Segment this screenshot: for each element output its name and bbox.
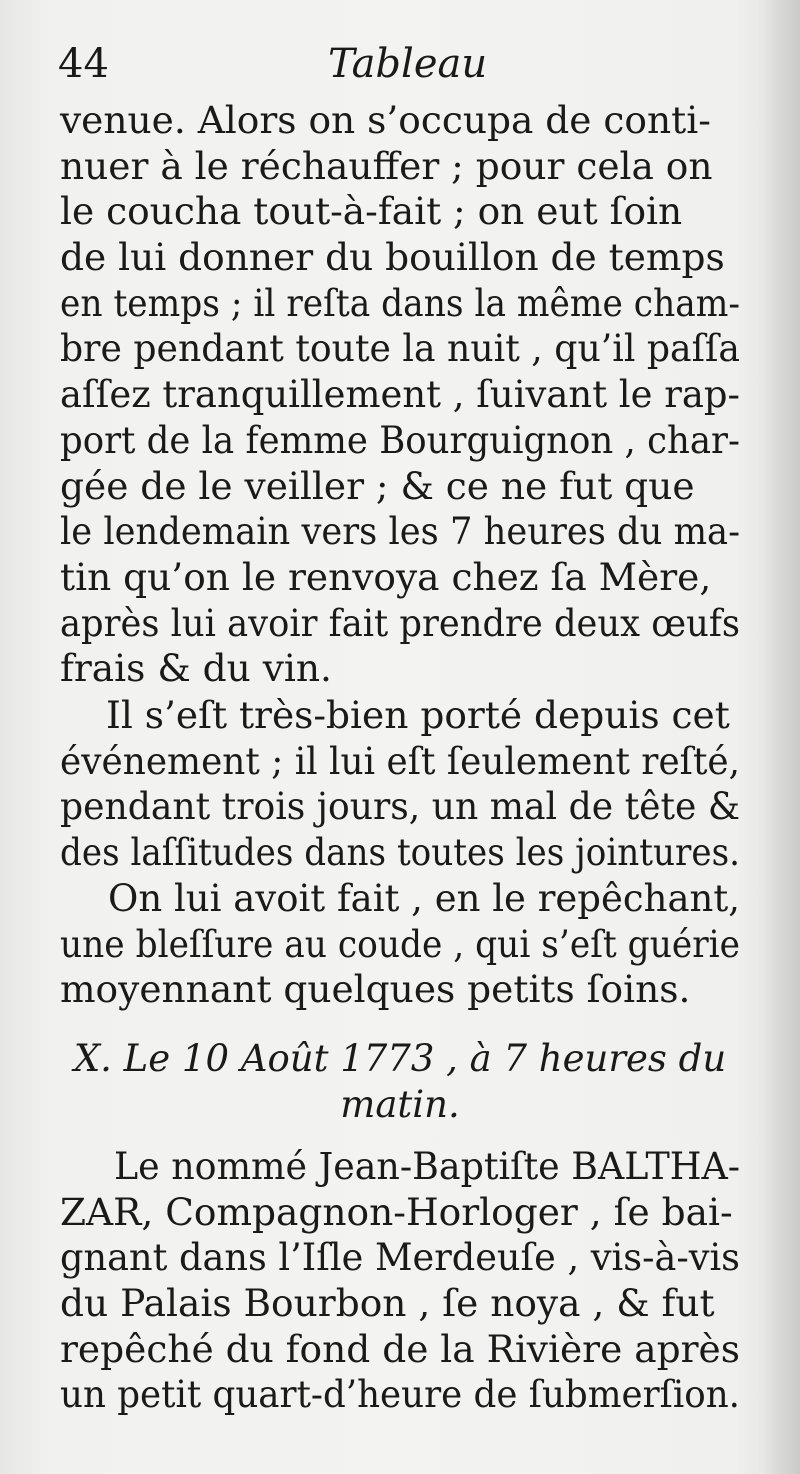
heading-line-2: matin.	[340, 1083, 460, 1126]
text-line: bre pendant toute la nuit , qu’il paſſa	[60, 326, 740, 371]
text-line: de lui donner du bouillon de temps	[60, 235, 725, 280]
running-title: Tableau	[328, 41, 488, 87]
text-line: le coucha tout-à-fait ; on eut ſoin	[60, 189, 683, 234]
text-line: venue. Alors on s’occupa de conti-	[60, 98, 711, 142]
page-edge-shadow	[762, 0, 800, 1474]
heading-line-1: X. Le 10 Août 1773 , à 7 heures du	[73, 1037, 727, 1080]
page-header	[58, 38, 748, 90]
text-line: gée de le veiller ; & ce ne fut que	[60, 463, 695, 508]
text-line: aſſez tranquillement , ſuivant le rap-	[60, 372, 740, 417]
section-heading	[60, 1036, 740, 1128]
text-line: repêché du fond de la Rivière après	[60, 1326, 740, 1371]
text-line: On lui avoit fait , en le repêchant,	[108, 876, 740, 920]
paragraph-2	[60, 693, 740, 876]
text-line: nuer à le réchauffer ; pour cela on	[60, 143, 713, 188]
text-line: après lui avoir fait prendre deux œufs	[60, 600, 740, 645]
paragraph-1	[60, 98, 740, 692]
text-line: un petit quart-d’heure de ſubmerſion.	[60, 1372, 740, 1417]
text-line: des laſſitudes dans toutes les jointures.	[60, 830, 740, 875]
text-line: tin qu’on le renvoya chez ſa Mère,	[60, 554, 712, 599]
text-line: Le nommé Jean-Baptiſte BALTHA-	[114, 1144, 740, 1188]
text-line: pendant trois jours, un mal de tête &	[60, 784, 740, 829]
text-line: port de la femme Bourguignon , char-	[60, 417, 740, 462]
text-line: en temps ; il reſta dans la même cham-	[60, 280, 740, 325]
paragraph-4	[60, 1144, 740, 1418]
paragraph-3	[60, 876, 740, 1013]
text-line: moyennant quelques petits ſoins.	[60, 967, 691, 1012]
page-number: 44	[58, 41, 109, 87]
text-line: Il s’eſt très-bien porté depuis cet	[106, 693, 730, 737]
text-line: du Palais Bourbon , ſe noya , & fut	[60, 1281, 715, 1326]
text-line: le lendemain vers les 7 heures du ma-	[60, 509, 740, 554]
text-line: frais & du vin.	[60, 646, 332, 691]
text-line: une bleſſure au coude , qui s’eſt guérie	[60, 921, 740, 966]
text-line: gnant dans l’Iſle Merdeuſe , vis-à-vis	[60, 1235, 740, 1280]
text-line: événement ; il lui eſt ſeulement reſté,	[60, 738, 740, 783]
text-line: ZAR, Compagnon-Horloger , ſe bai-	[60, 1189, 733, 1234]
